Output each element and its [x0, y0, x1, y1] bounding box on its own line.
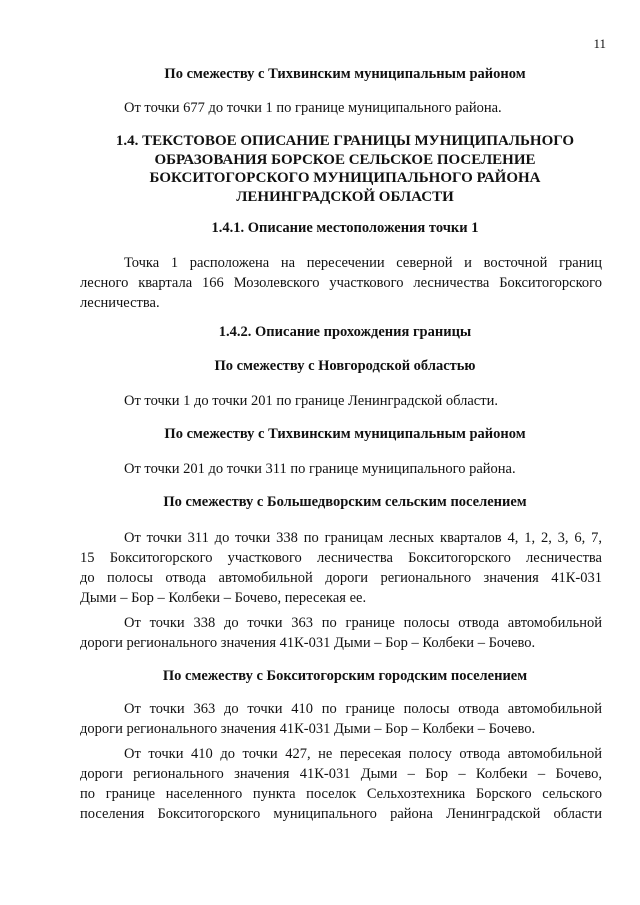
heading-tikhvin-top: По смежеству с Тихвинским муниципальным районом [164, 66, 526, 82]
text-line: 15 Бокситогорского участкового лесничества Бокситогорского лесничества [80, 550, 602, 566]
text-line: дороги регионального значения 41К-031 Дыми – Бор – Колбеки – Бочево. [80, 721, 536, 737]
text-line: От точки 410 до точки 427, не пересекая полосу отвода автомобильной [124, 746, 602, 762]
heading-tikhvin: По смежеству с Тихвинским муниципальным районом [164, 426, 526, 442]
section-title-line: ОБРАЗОВАНИЯ БОРСКОЕ СЕЛЬСКОЕ ПОСЕЛЕНИЕ [154, 151, 536, 168]
text-line: Дыми – Бор – Колбеки – Бочево, пересекая ее. [80, 590, 367, 606]
paragraph-boksitogorsk-2 [80, 744, 602, 824]
paragraph-boksitogorsk-1 [80, 699, 602, 739]
heading-1-4-2: 1.4.2. Описание прохождения границы [218, 324, 472, 340]
paragraph-top: От точки 677 до точки 1 по границе муниципального района. [124, 100, 502, 116]
text-line: Точка 1 расположена на пересечении северной и восточной границ [124, 255, 602, 271]
heading-bolshedvorskoe: По смежеству с Большедворским сельским поселением [163, 494, 527, 510]
heading-boksitogorsk: По смежеству с Бокситогорским городским поселением [162, 668, 528, 684]
section-title-line: ЛЕНИНГРАДСКОЙ ОБЛАСТИ [236, 188, 454, 205]
text-line: дороги регионального значения 41К-031 Дыми – Бор – Колбеки – Бочево. [80, 635, 536, 651]
text-line: лесного квартала 166 Мозолевского участкового лесничества Бокситогорского [80, 275, 602, 291]
paragraph-novgorod: От точки 1 до точки 201 по границе Ленинградской области. [124, 393, 498, 409]
paragraph-tikhvin: От точки 201 до точки 311 по границе муниципального района. [124, 461, 516, 477]
section-title-line: 1.4. ТЕКСТОВОЕ ОПИСАНИЕ ГРАНИЦЫ МУНИЦИПАЛЬНОГО [115, 133, 575, 149]
text-line: поселения Бокситогорского муниципального района Ленинградской области [80, 806, 602, 822]
paragraph-bolshedvorskoe-2 [80, 613, 602, 653]
text-line: лесничества. [80, 295, 160, 311]
heading-novgorod: По смежеству с Новгородской областью [214, 358, 476, 374]
section-title [80, 132, 610, 206]
text-line: От точки 338 до точки 363 по границе полосы отвода автомобильной [124, 615, 602, 631]
text-line: От точки 363 до точки 410 по границе полосы отвода автомобильной [124, 701, 602, 717]
heading-1-4-1: 1.4.1. Описание местоположения точки 1 [211, 220, 479, 236]
paragraph-bolshedvorskoe-1 [80, 528, 602, 608]
text-line: дороги регионального значения 41К-031 Дыми – Бор – Колбеки – Бочево, [80, 766, 602, 782]
paragraph-1-4-1 [80, 253, 602, 313]
section-title-line: БОКСИТОГОРСКОГО МУНИЦИПАЛЬНОГО РАЙОНА [149, 170, 541, 186]
text-line: до полосы отвода автомобильной дороги регионального значения 41К-031 [80, 570, 602, 586]
text-line: по границе населенного пункта поселок Сельхозтехника Борского сельского [80, 786, 602, 802]
text-line: От точки 311 до точки 338 по границам лесных кварталов 4, 1, 2, 3, 6, 7, [124, 530, 602, 546]
page-number: 11 [593, 36, 606, 51]
